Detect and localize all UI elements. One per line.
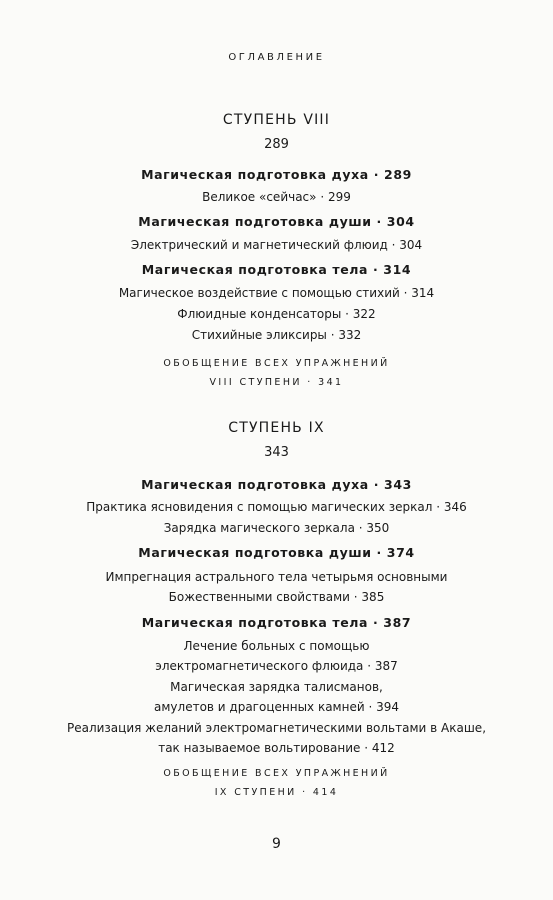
toc-entry: электромагнетического флюида · 387 xyxy=(155,659,398,673)
toc-entry: Великое «сейчас» · 299 xyxy=(202,190,351,204)
step-9-title: СТУПЕНЬ IX xyxy=(228,420,325,436)
step-9-soul-heading: Магическая подготовка души · 374 xyxy=(138,545,415,560)
step-8-body-heading: Магическая подготовка тела · 314 xyxy=(141,262,412,277)
toc-entry: Электрический и магнетический флюид · 304 xyxy=(130,238,423,252)
toc-entry: амулетов и драгоценных камней · 394 xyxy=(154,700,399,714)
toc-entry: Магическая зарядка талисманов, xyxy=(170,680,383,694)
step-9-body-heading: Магическая подготовка тела · 387 xyxy=(141,615,412,630)
step-8-spirit-heading: Магическая подготовка духа · 289 xyxy=(141,167,412,182)
step-9-summary-line-2: IX СТУПЕНИ · 414 xyxy=(214,787,339,798)
step-8-summary-line-1: ОБОБЩЕНИЕ ВСЕХ УПРАЖНЕНИЙ xyxy=(163,358,390,369)
step-8-soul-heading: Магическая подготовка души · 304 xyxy=(138,214,415,229)
step-9-page: 343 xyxy=(264,445,289,460)
running-head: ОГЛАВЛЕНИЕ xyxy=(228,52,325,63)
step-8-summary-line-2: VIII СТУПЕНИ · 341 xyxy=(209,377,344,388)
toc-entry: Реализация желаний электромагнетическими вольтами в Акаше, xyxy=(66,721,487,735)
step-8-title: СТУПЕНЬ VIII xyxy=(222,112,331,128)
toc-entry: Практика ясновидения с помощью магических зеркал · 346 xyxy=(86,500,467,514)
toc-entry: так называемое вольтирование · 412 xyxy=(158,741,395,755)
step-9-spirit-heading: Магическая подготовка духа · 343 xyxy=(141,477,412,492)
toc-entry: Флюидные конденсаторы · 322 xyxy=(177,307,376,321)
step-9-summary-line-1: ОБОБЩЕНИЕ ВСЕХ УПРАЖНЕНИЙ xyxy=(163,768,390,779)
toc-entry: Лечение больных с помощью xyxy=(183,639,370,653)
page-number: 9 xyxy=(272,836,281,852)
step-8-page: 289 xyxy=(264,137,289,152)
toc-entry: Стихийные эликсиры · 332 xyxy=(191,328,362,342)
toc-entry: Божественными свойствами · 385 xyxy=(168,590,385,604)
toc-entry: Магическое воздействие с помощью стихий · 314 xyxy=(118,286,435,300)
toc-entry: Зарядка магического зеркала · 350 xyxy=(163,521,390,535)
toc-entry: Импрегнация астрального тела четырьмя основными xyxy=(105,570,448,584)
